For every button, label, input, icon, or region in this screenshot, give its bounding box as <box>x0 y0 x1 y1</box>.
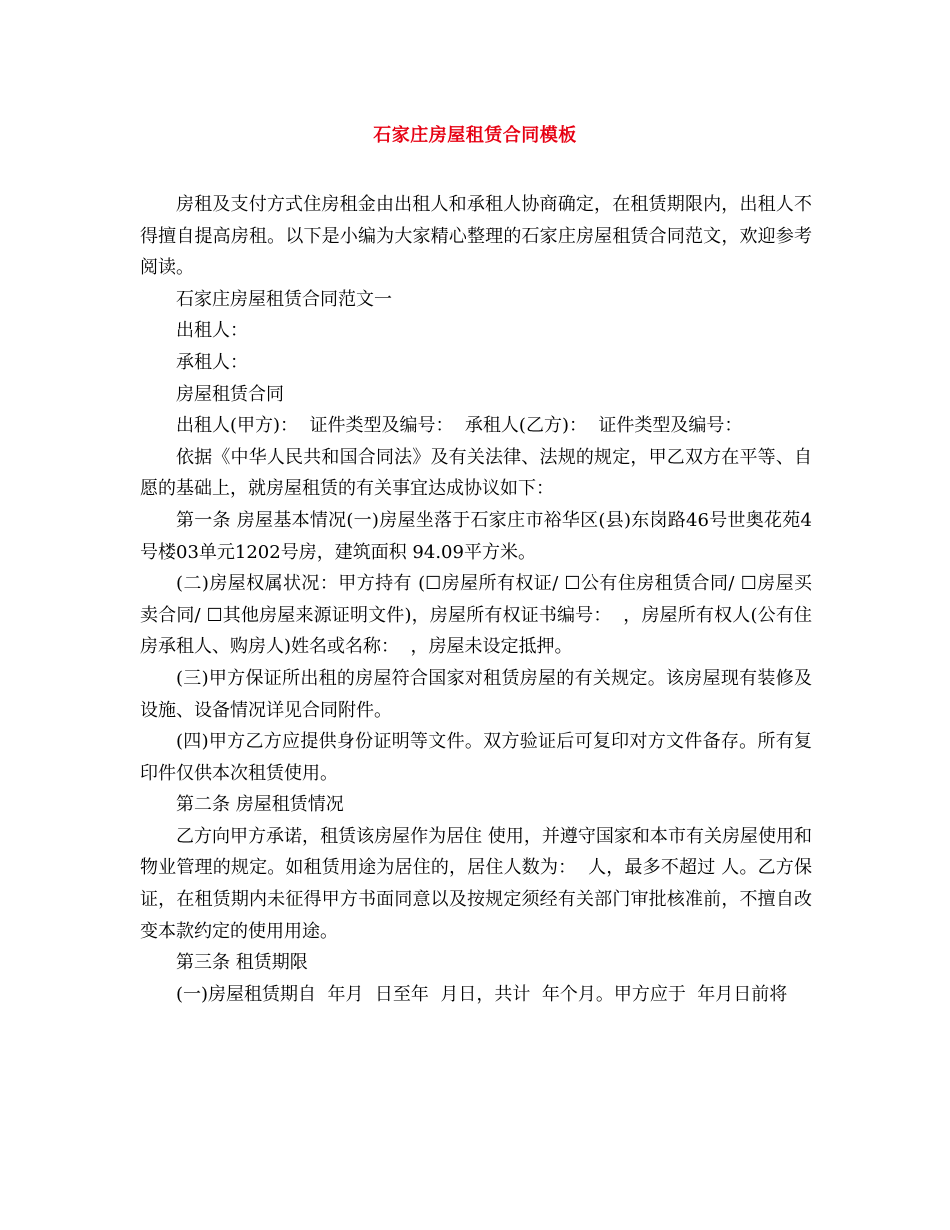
paragraph-parties: 出租人(甲方)： 证件类型及编号： 承租人(乙方)： 证件类型及编号： <box>176 415 743 437</box>
paragraph-article-1-3: (三)甲方保证所出租的房屋符合国家对租赁房屋的有关规定。该房屋现有装修及设施、设备情况详见合同附件。 <box>140 667 812 721</box>
paragraph-lessee: 承租人： <box>176 351 248 373</box>
paragraph-article-2-heading: 第二条 房屋租赁情况 <box>176 794 344 816</box>
paragraph-intro: 房租及支付方式住房租金由出租人和承租人协商确定，在租赁期限内，出租人不得擅自提高房租。以下是小编为大家精心整理的石家庄房屋租赁合同范文，欢迎参考阅读。 <box>140 194 812 279</box>
paragraph-article-1: 第一条 房屋基本情况(一)房屋坐落于石家庄市裕华区(县)东岗路46号世奥花苑4号楼03单元1202号房，建筑面积 94.09平方米。 <box>140 509 812 563</box>
paragraph-article-1-4: (四)甲方乙方应提供身份证明等文件。双方验证后可复印对方文件备存。所有复印件仅供本次租赁使用。 <box>140 731 812 784</box>
paragraph-sample-heading: 石家庄房屋租赁合同范文一 <box>176 288 392 310</box>
paragraph-lessor: 出租人： <box>176 320 248 342</box>
paragraph-article-3-heading: 第三条 租赁期限 <box>176 952 308 974</box>
document-title: 石家庄房屋租赁合同模板 <box>373 125 577 146</box>
paragraph-article-3-1: (一)房屋租赁期自 年月 日至年 月日，共计 年个月。甲方应于 年月日前将 <box>176 983 788 1005</box>
paragraph-basis: 依据《中华人民共和国合同法》及有关法律、法规的规定，甲乙双方在平等、自愿的基础上，就房屋租赁的有关事宜达成协议如下： <box>140 446 812 500</box>
paragraph-article-2: 乙方向甲方承诺，租赁该房屋作为居住 使用，并遵守国家和本市有关房屋使用和物业管理的规定。如租赁用途为居住的，居住人数为： 人，最多不超过 人。乙方保证，在租赁期内未征得甲方书面同意以及按规定须经有关部门审批核准前，不擅自改变本款约定的使用用途。 <box>140 825 812 942</box>
document-body <box>140 189 812 1010</box>
paragraph-contract-name: 房屋租赁合同 <box>176 383 284 405</box>
paragraph-article-1-2: (二)房屋权属状况：甲方持有 (☐房屋所有权证/ ☐公有住房租赁合同/ ☐房屋买卖合同/ ☐其他房屋来源证明文件)，房屋所有权证书编号： ，房屋所有权人(公有住房承租人、购房人)姓名或名称： ，房屋未设定抵押。 <box>140 573 812 658</box>
